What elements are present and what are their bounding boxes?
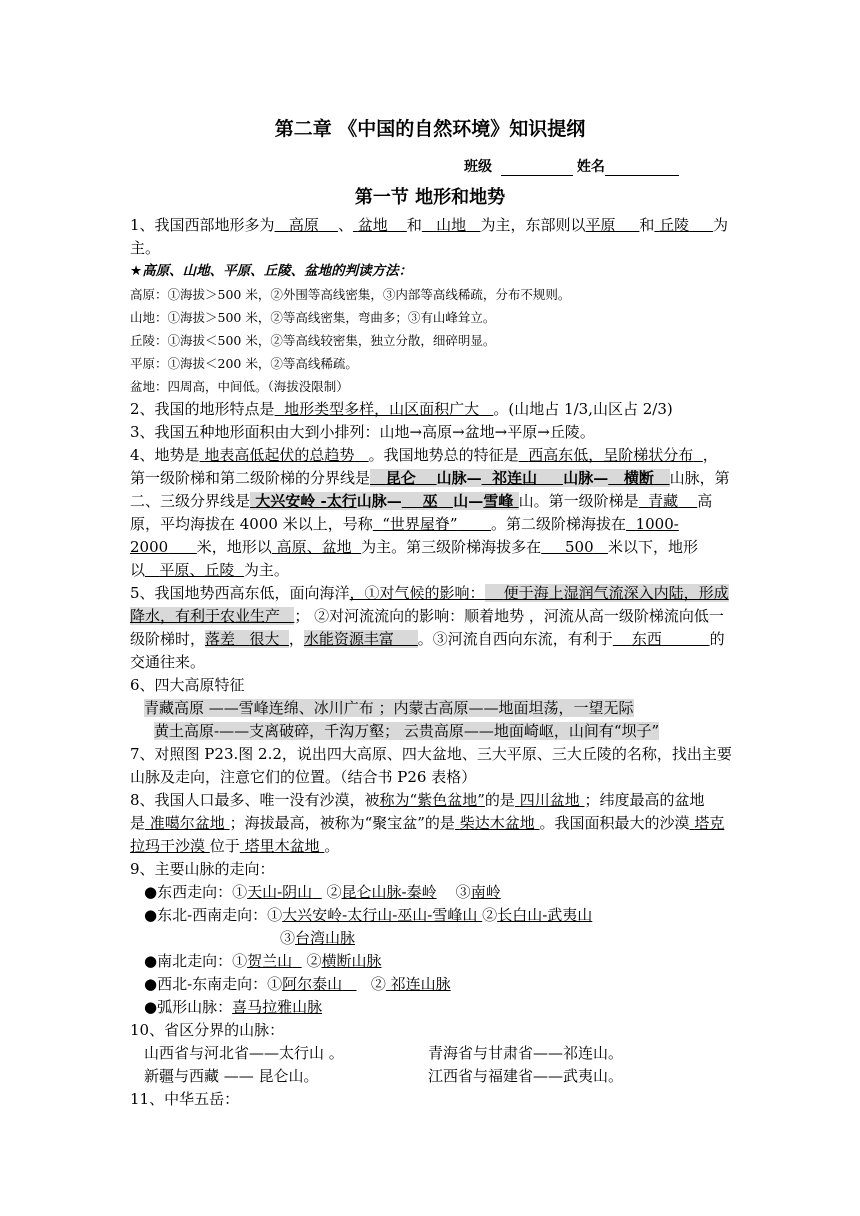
q10-row-2-col-1: 新疆与西藏 —— 昆仑山。 [144,1067,319,1085]
q9-title: 9、主要山脉的走向： [130,860,275,878]
q9-ew-1: 天山-阴山 [247,883,313,901]
method-line-basin: 盆地：四周高，中间低。（海拔没限制） [130,379,349,394]
q5-text-b: ； ②对河流流向的影响：顺着地势 ，河流从高一级阶梯流向低一级阶梯时， [130,607,724,648]
q8-text-b: 的是 [484,791,515,809]
q9-ne-1: 大兴安岭-太行山-巫山-雪峰山 [282,906,478,924]
q5-text-d: 。③河流自西向东流，有利于 [417,630,613,648]
q1-answer-1: 高原 [288,216,319,234]
q5-answer-3: 落差 [205,630,236,648]
class-label: 班级 [464,159,492,175]
q4-answer-4: 祁连山 [482,469,564,487]
q8-text-e: 。我国面积最大的沙漠 [539,814,690,832]
q9-ne-label: ●东北-西南走向：① [144,906,283,924]
q10-row-2 [130,1065,732,1088]
q8-text-f: 位于 [209,837,240,855]
q8-text-d: ；海拔最高，被称为“聚宝盆”的是 [229,814,455,832]
method-line-plain: 平原：①海拔＜200 米，②等高线稀疏。 [130,356,358,371]
q5-text-c: ， [288,630,304,648]
q1-paragraph [130,214,732,260]
q4-answer-13: 500 [565,538,594,556]
q10-row-1-col-2: 青海省与甘肃省——祁连山。 [428,1044,624,1062]
q6-title: 6、四大高原特征 [130,676,245,694]
q4-text-o: 为主。 [243,561,289,579]
q4-text-g: 山脉— [356,492,402,510]
q9-ns-1: 贺兰山 [247,952,293,970]
q8-answer-3: 准噶尔盆地 [149,814,225,832]
q8-answer-2: 四川盆地 [519,791,580,809]
q10-row-2-col-2: 江西省与福建省——武夷山。 [428,1067,624,1085]
q4-text-k: 。第二级阶梯海拔在 [491,515,627,533]
q1-text-d: 为主，东部则以 [480,216,586,234]
q5-paragraph [130,582,732,674]
method-line-mountain: 山地：①海拔＞500 米，②等高线密集，弯曲多；③有山峰耸立。 [130,310,496,325]
q9-ns-sep-1: ② [306,952,322,970]
q1-text-b: 、 [337,216,353,234]
q6-line-2-text: 黄土高原-——支离破碎，千沟万壑； 云贵高原——地面崎岖，山间有“坝子” [154,722,660,740]
q9-northeast-southwest [130,904,732,927]
class-blank[interactable] [501,160,573,176]
q4-text-c: ，第一级阶梯和第二级阶梯的分界线是 [130,446,718,487]
q4-paragraph [130,444,732,582]
q9-nw-label: ●西北-东南走向：① [144,975,283,993]
q6-line-1 [130,697,732,720]
q9-ne-sep-1: ② [482,906,498,924]
q9-northwest-southeast [130,973,732,996]
q5-answer-5: 水能资源丰富 [304,630,418,648]
q5-answer-4: 很大 [235,630,289,648]
q4-answer-3: 昆仑 [370,469,437,487]
q9-ew-3: 南岭 [470,883,501,901]
q9-ne-2: 长白山-武夷山 [497,906,593,924]
q4-answer-9: 青藏 [648,492,679,510]
q4-text-l: 米，地形以 [196,538,272,556]
q8-answer-5: 塔克拉玛干沙漠 [130,814,725,855]
q8-answer-6: 塔里木盆地 [244,837,320,855]
q2-answer: 地形类型多样，山区面积广大 [284,400,480,418]
q1-text-a: 1、我国西部地形多为 [130,216,275,234]
q1-text-c: 和 [406,216,422,234]
q8-text-a: 8、我国人口最多、唯一没有沙漠，被 [130,791,380,809]
q4-answer-8: 雪峰 [483,492,518,510]
q4-text-n: 米以下，地形以 [130,538,698,579]
name-blank[interactable] [605,160,679,176]
name-label: 姓名 [576,159,605,175]
q9-arc-label: ●弧形山脉： [144,998,233,1016]
q9-north-south [130,950,732,973]
q4-text-f: 山脉，第二、三级分界线是 [130,469,730,510]
q4-text-h: 山— [453,492,484,510]
q6-line-1-text: 青藏高原 ——雪峰连绵、冰川广布 ；内蒙古高原——地面坦荡，一望无际 [144,699,634,717]
q9-ew-2: 昆仑山脉-秦岭 [341,883,437,901]
content-body [130,214,732,1111]
q9-ns-label: ●南北走向：① [144,952,248,970]
q5-text-a: 5、我国地势西高东低，面向海洋 [130,584,350,602]
q5-answer-6: 东西 [631,630,662,648]
q9-nw-sep-1: ② [370,975,386,993]
q4-text-b: 。我国地势总的特征是 [368,446,519,464]
q9-ne-3: 台湾山脉 [295,929,356,947]
q10-row-1-col-1: 山西省与河北省——太行山 。 [144,1044,344,1062]
q4-text-j: 高原，平均海拔在 4000 米以上，号称 [130,492,713,533]
q1-text-f: 为主。 [130,216,729,257]
q5-text-e: 的交通往来。 [130,630,725,671]
q4-text-i: 山。第一级阶梯是 [518,492,639,510]
q8-answer-4: 柴达木盆地 [459,814,535,832]
q9-ew-sep-1: ② [326,883,342,901]
q4-text-m: 为主。第三级阶梯海拔多在 [361,538,542,556]
q7-paragraph: 7、对照图 P23.图 2.2，说出四大高原、四大盆地、三大平原、三大丘陵的名称，找出主要山脉及走向，注意它们的位置。（结合书 P26 表格） [130,745,732,786]
q4-answer-2: 西高东低，呈阶梯状分布 [528,446,694,464]
q4-text-e: 山脉— [563,469,609,487]
q4-answer-12: 高原、盆地 [276,538,352,556]
chapter-title: 第二章 《中国的自然环境》知识提纲 [274,118,586,140]
q9-ne-sep-2: ③ [280,929,296,947]
q4-answer-7: 巫 [402,492,454,510]
q3-paragraph: 3、我国五种地形面积由大到小排列：山地→高原→盆地→平原→丘陵。 [130,423,595,441]
q8-text-c: ；纬度最高的盆地是 [130,791,705,832]
q9-northeast-southwest-cont [130,927,732,950]
q9-ns-2: 横断山脉 [321,952,382,970]
q4-text-d: 山脉— [436,469,482,487]
q1-answer-5: 丘陵 [659,216,690,234]
q8-text-g: 。 [324,837,340,855]
q2-text-a: 2、我国的地形特点是 [130,400,275,418]
q2-text-b: 。(山地占 1/3,山区占 2/3) [493,400,673,418]
q8-paragraph [130,789,732,858]
q8-answer-1: 称为“紫色盆地” [379,791,485,809]
q1-answer-2: 盆地 [357,216,388,234]
q11-title: 11、中华五岳： [130,1090,240,1108]
q2-paragraph [130,398,732,421]
q4-answer-14: 平原、丘陵 [159,561,235,579]
q9-arc [130,996,732,1019]
q4-answer-6: 大兴安岭 -太行 [250,492,357,510]
q9-east-west [130,881,732,904]
section-title: 第一节 地形和地势 [354,187,506,208]
class-name-line [464,156,679,176]
method-line-hill: 丘陵：①海拔＜500 米，②等高线较密集，独立分散，细碎明显。 [130,333,496,348]
method-line-plateau: 高原：①海拔＞500 米，②外围等高线密集，③内部等高线稀疏，分布不规则。 [130,287,571,302]
q10-title: 10、省区分界的山脉： [130,1021,285,1039]
q9-ew-label: ●东西走向：① [144,883,248,901]
q1-text-e: 和 [639,216,655,234]
q4-answer-10: “世界屋脊” [382,515,458,533]
q6-line-2 [130,720,732,743]
q9-nw-2: 祁连山脉 [390,975,451,993]
q9-ew-sep-2: ③ [455,883,471,901]
q5-answer-2: 便于海上湿润气流深入内陆，形成降水，有利于农业生产 [130,584,729,625]
q4-answer-5: 横断 [608,469,669,487]
method-title: ★高原、山地、平原、丘陵、盆地的判读方法： [130,263,413,279]
q9-nw-1: 阿尔泰山 [282,975,343,993]
q4-answer-11: 1000-2000 [130,515,679,556]
q1-answer-4: 平原 [585,216,616,234]
q4-answer-1: 地表高低起伏的总趋势 [204,446,355,464]
q1-answer-3: 山地 [436,216,467,234]
q4-text-a: 4、地势是 [130,446,200,464]
q5-answer-1: ，①对气候的影响： [349,584,485,602]
q10-row-1 [130,1042,732,1065]
q9-arc-1: 喜马拉雅山脉 [232,998,323,1016]
